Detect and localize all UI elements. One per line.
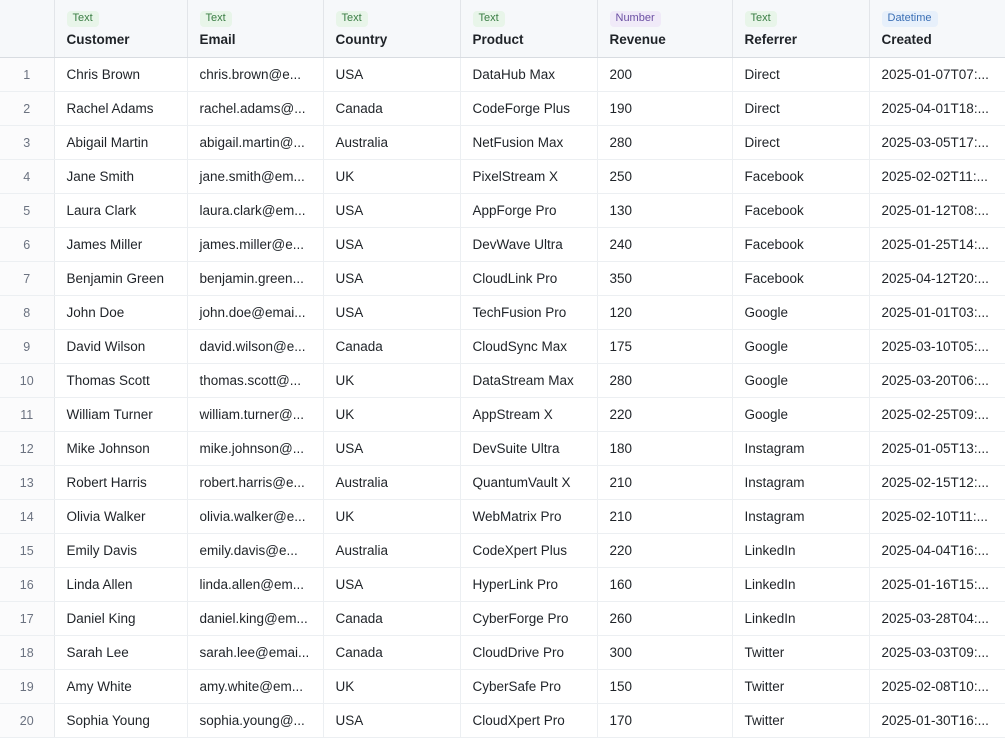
cell-created[interactable]: 2025-02-08T10:...: [869, 670, 1005, 704]
cell-email[interactable]: jane.smith@em...: [187, 160, 323, 194]
cell-product[interactable]: CodeXpert Plus: [460, 534, 597, 568]
column-type-badge-revenue: Number: [610, 11, 661, 27]
cell-country[interactable]: USA: [323, 704, 460, 738]
cell-product[interactable]: DevSuite Ultra: [460, 432, 597, 466]
cell-referrer[interactable]: Google: [732, 364, 869, 398]
cell-product[interactable]: CloudLink Pro: [460, 262, 597, 296]
row-number[interactable]: 20: [0, 704, 54, 738]
column-label-customer: Customer: [66, 32, 130, 47]
cell-revenue[interactable]: 210: [597, 500, 732, 534]
cell-revenue[interactable]: 130: [597, 194, 732, 228]
column-header-email[interactable]: [187, 0, 323, 58]
row-number[interactable]: 8: [0, 296, 54, 330]
header-row: [0, 0, 1005, 58]
cell-created[interactable]: 2025-03-10T05:...: [869, 330, 1005, 364]
cell-referrer[interactable]: Google: [732, 398, 869, 432]
column-type-badge-customer: Text: [67, 11, 99, 27]
cell-revenue[interactable]: 250: [597, 160, 732, 194]
cell-email[interactable]: daniel.king@em...: [187, 602, 323, 636]
column-label-revenue: Revenue: [609, 32, 666, 47]
cell-country[interactable]: Australia: [323, 534, 460, 568]
cell-revenue[interactable]: 300: [597, 636, 732, 670]
cell-customer[interactable]: Laura Clark: [54, 194, 187, 228]
cell-email[interactable]: laura.clark@em...: [187, 194, 323, 228]
cell-created[interactable]: 2025-03-28T04:...: [869, 602, 1005, 636]
grid-header: [0, 0, 1005, 58]
column-header-referrer[interactable]: [732, 0, 869, 58]
row-number[interactable]: 18: [0, 636, 54, 670]
column-type-badge-product: Text: [473, 11, 505, 27]
column-type-badge-email: Text: [200, 11, 232, 27]
cell-created[interactable]: 2025-02-02T11:...: [869, 160, 1005, 194]
table-row[interactable]: [0, 92, 1005, 126]
row-number[interactable]: 7: [0, 262, 54, 296]
row-number[interactable]: 9: [0, 330, 54, 364]
column-label-country: Country: [335, 32, 388, 47]
cell-customer[interactable]: Olivia Walker: [54, 500, 187, 534]
cell-email[interactable]: olivia.walker@e...: [187, 500, 323, 534]
cell-revenue[interactable]: 280: [597, 364, 732, 398]
row-number[interactable]: 5: [0, 194, 54, 228]
cell-country[interactable]: USA: [323, 228, 460, 262]
cell-revenue[interactable]: 170: [597, 704, 732, 738]
column-type-badge-country: Text: [336, 11, 368, 27]
table-row[interactable]: [0, 670, 1005, 704]
cell-product[interactable]: CloudSync Max: [460, 330, 597, 364]
column-header-product[interactable]: [460, 0, 597, 58]
cell-created[interactable]: 2025-01-01T03:...: [869, 296, 1005, 330]
row-number[interactable]: 12: [0, 432, 54, 466]
cell-revenue[interactable]: 150: [597, 670, 732, 704]
cell-created[interactable]: 2025-01-16T15:...: [869, 568, 1005, 602]
table-row[interactable]: [0, 500, 1005, 534]
cell-referrer[interactable]: Facebook: [732, 194, 869, 228]
row-number[interactable]: 4: [0, 160, 54, 194]
cell-country[interactable]: Canada: [323, 636, 460, 670]
row-number[interactable]: 13: [0, 466, 54, 500]
cell-country[interactable]: USA: [323, 194, 460, 228]
column-header-country[interactable]: [323, 0, 460, 58]
column-header-customer[interactable]: [54, 0, 187, 58]
table-row[interactable]: [0, 602, 1005, 636]
cell-customer[interactable]: Abigail Martin: [54, 126, 187, 160]
cell-email[interactable]: sophia.young@...: [187, 704, 323, 738]
cell-revenue[interactable]: 200: [597, 58, 732, 92]
cell-customer[interactable]: Benjamin Green: [54, 262, 187, 296]
cell-product[interactable]: CloudDrive Pro: [460, 636, 597, 670]
cell-product[interactable]: HyperLink Pro: [460, 568, 597, 602]
table-row[interactable]: [0, 262, 1005, 296]
table-row[interactable]: [0, 704, 1005, 738]
cell-product[interactable]: AppForge Pro: [460, 194, 597, 228]
cell-revenue[interactable]: 210: [597, 466, 732, 500]
cell-customer[interactable]: Jane Smith: [54, 160, 187, 194]
cell-referrer[interactable]: Facebook: [732, 228, 869, 262]
cell-customer[interactable]: Rachel Adams: [54, 92, 187, 126]
cell-email[interactable]: chris.brown@e...: [187, 58, 323, 92]
cell-revenue[interactable]: 240: [597, 228, 732, 262]
cell-country[interactable]: UK: [323, 160, 460, 194]
cell-country[interactable]: Australia: [323, 126, 460, 160]
cell-email[interactable]: amy.white@em...: [187, 670, 323, 704]
cell-created[interactable]: 2025-03-03T09:...: [869, 636, 1005, 670]
cell-country[interactable]: UK: [323, 670, 460, 704]
column-label-email: Email: [199, 32, 236, 47]
cell-referrer[interactable]: Instagram: [732, 432, 869, 466]
cell-referrer[interactable]: Instagram: [732, 466, 869, 500]
row-number[interactable]: 3: [0, 126, 54, 160]
table-row[interactable]: [0, 296, 1005, 330]
cell-revenue[interactable]: 350: [597, 262, 732, 296]
cell-created[interactable]: 2025-02-15T12:...: [869, 466, 1005, 500]
row-number[interactable]: 17: [0, 602, 54, 636]
table-row[interactable]: [0, 160, 1005, 194]
cell-created[interactable]: 2025-01-05T13:...: [869, 432, 1005, 466]
cell-referrer[interactable]: LinkedIn: [732, 568, 869, 602]
cell-revenue[interactable]: 120: [597, 296, 732, 330]
cell-country[interactable]: Australia: [323, 466, 460, 500]
cell-product[interactable]: AppStream X: [460, 398, 597, 432]
cell-created[interactable]: 2025-01-12T08:...: [869, 194, 1005, 228]
column-type-badge-created: Datetime: [882, 11, 938, 27]
cell-product[interactable]: PixelStream X: [460, 160, 597, 194]
table-row[interactable]: [0, 330, 1005, 364]
cell-customer[interactable]: Thomas Scott: [54, 364, 187, 398]
cell-referrer[interactable]: Facebook: [732, 160, 869, 194]
cell-referrer[interactable]: Google: [732, 296, 869, 330]
cell-product[interactable]: DataHub Max: [460, 58, 597, 92]
cell-product[interactable]: DataStream Max: [460, 364, 597, 398]
cell-revenue[interactable]: 160: [597, 568, 732, 602]
cell-customer[interactable]: James Miller: [54, 228, 187, 262]
cell-country[interactable]: Canada: [323, 330, 460, 364]
column-type-badge-referrer: Text: [745, 11, 777, 27]
cell-country[interactable]: USA: [323, 568, 460, 602]
row-number[interactable]: 16: [0, 568, 54, 602]
row-number[interactable]: 2: [0, 92, 54, 126]
table-row[interactable]: [0, 466, 1005, 500]
cell-created[interactable]: 2025-04-01T18:...: [869, 92, 1005, 126]
cell-created[interactable]: 2025-03-20T06:...: [869, 364, 1005, 398]
cell-email[interactable]: sarah.lee@emai...: [187, 636, 323, 670]
cell-product[interactable]: CodeForge Plus: [460, 92, 597, 126]
cell-referrer[interactable]: Twitter: [732, 636, 869, 670]
cell-product[interactable]: WebMatrix Pro: [460, 500, 597, 534]
cell-referrer[interactable]: LinkedIn: [732, 602, 869, 636]
cell-email[interactable]: abigail.martin@...: [187, 126, 323, 160]
table-row[interactable]: [0, 636, 1005, 670]
cell-created[interactable]: 2025-04-04T16:...: [869, 534, 1005, 568]
cell-product[interactable]: CyberSafe Pro: [460, 670, 597, 704]
table-row[interactable]: [0, 364, 1005, 398]
column-label-created: Created: [881, 32, 932, 47]
cell-referrer[interactable]: LinkedIn: [732, 534, 869, 568]
cell-revenue[interactable]: 220: [597, 534, 732, 568]
cell-created[interactable]: 2025-02-25T09:...: [869, 398, 1005, 432]
cell-email[interactable]: david.wilson@e...: [187, 330, 323, 364]
cell-created[interactable]: 2025-02-10T11:...: [869, 500, 1005, 534]
table-row[interactable]: [0, 58, 1005, 92]
column-label-product: Product: [472, 32, 524, 47]
cell-email[interactable]: thomas.scott@...: [187, 364, 323, 398]
cell-product[interactable]: CloudXpert Pro: [460, 704, 597, 738]
cell-referrer[interactable]: Twitter: [732, 670, 869, 704]
cell-product[interactable]: CyberForge Pro: [460, 602, 597, 636]
cell-email[interactable]: emily.davis@e...: [187, 534, 323, 568]
cell-referrer[interactable]: Direct: [732, 58, 869, 92]
cell-email[interactable]: john.doe@emai...: [187, 296, 323, 330]
cell-revenue[interactable]: 280: [597, 126, 732, 160]
table-row[interactable]: [0, 194, 1005, 228]
cell-customer[interactable]: Amy White: [54, 670, 187, 704]
row-number-header: [0, 0, 54, 58]
column-header-created[interactable]: [869, 0, 1005, 58]
cell-product[interactable]: TechFusion Pro: [460, 296, 597, 330]
column-header-revenue[interactable]: [597, 0, 732, 58]
cell-customer[interactable]: Chris Brown: [54, 58, 187, 92]
cell-email[interactable]: james.miller@e...: [187, 228, 323, 262]
cell-revenue[interactable]: 175: [597, 330, 732, 364]
row-number[interactable]: 6: [0, 228, 54, 262]
cell-referrer[interactable]: Instagram: [732, 500, 869, 534]
cell-customer[interactable]: William Turner: [54, 398, 187, 432]
column-label-referrer: Referrer: [744, 32, 798, 47]
row-number[interactable]: 15: [0, 534, 54, 568]
cell-country[interactable]: Canada: [323, 602, 460, 636]
cell-created[interactable]: 2025-01-25T14:...: [869, 228, 1005, 262]
cell-country[interactable]: USA: [323, 432, 460, 466]
cell-customer[interactable]: Robert Harris: [54, 466, 187, 500]
cell-customer[interactable]: Emily Davis: [54, 534, 187, 568]
table-row[interactable]: [0, 568, 1005, 602]
cell-customer[interactable]: Sarah Lee: [54, 636, 187, 670]
table-row[interactable]: [0, 126, 1005, 160]
cell-referrer[interactable]: Facebook: [732, 262, 869, 296]
cell-product[interactable]: DevWave Ultra: [460, 228, 597, 262]
row-number[interactable]: 19: [0, 670, 54, 704]
grid-body: [0, 58, 1005, 738]
cell-revenue[interactable]: 220: [597, 398, 732, 432]
cell-country[interactable]: USA: [323, 262, 460, 296]
cell-country[interactable]: UK: [323, 500, 460, 534]
cell-email[interactable]: robert.harris@e...: [187, 466, 323, 500]
table-row[interactable]: [0, 534, 1005, 568]
cell-customer[interactable]: John Doe: [54, 296, 187, 330]
cell-email[interactable]: linda.allen@em...: [187, 568, 323, 602]
cell-customer[interactable]: Sophia Young: [54, 704, 187, 738]
cell-referrer[interactable]: Direct: [732, 92, 869, 126]
cell-customer[interactable]: Mike Johnson: [54, 432, 187, 466]
cell-created[interactable]: 2025-04-12T20:...: [869, 262, 1005, 296]
cell-created[interactable]: 2025-01-30T16:...: [869, 704, 1005, 738]
cell-email[interactable]: mike.johnson@...: [187, 432, 323, 466]
cell-revenue[interactable]: 180: [597, 432, 732, 466]
cell-created[interactable]: 2025-03-05T17:...: [869, 126, 1005, 160]
cell-revenue[interactable]: 260: [597, 602, 732, 636]
row-number[interactable]: 11: [0, 398, 54, 432]
cell-customer[interactable]: Linda Allen: [54, 568, 187, 602]
cell-revenue[interactable]: 190: [597, 92, 732, 126]
cell-country[interactable]: USA: [323, 296, 460, 330]
row-number[interactable]: 1: [0, 58, 54, 92]
table-row[interactable]: [0, 228, 1005, 262]
cell-referrer[interactable]: Direct: [732, 126, 869, 160]
cell-customer[interactable]: David Wilson: [54, 330, 187, 364]
cell-email[interactable]: benjamin.green...: [187, 262, 323, 296]
cell-country[interactable]: UK: [323, 364, 460, 398]
cell-customer[interactable]: Daniel King: [54, 602, 187, 636]
cell-country[interactable]: Canada: [323, 92, 460, 126]
row-number[interactable]: 10: [0, 364, 54, 398]
cell-email[interactable]: william.turner@...: [187, 398, 323, 432]
row-number[interactable]: 14: [0, 500, 54, 534]
cell-referrer[interactable]: Google: [732, 330, 869, 364]
cell-product[interactable]: NetFusion Max: [460, 126, 597, 160]
cell-email[interactable]: rachel.adams@...: [187, 92, 323, 126]
cell-referrer[interactable]: Twitter: [732, 704, 869, 738]
cell-created[interactable]: 2025-01-07T07:...: [869, 58, 1005, 92]
cell-country[interactable]: UK: [323, 398, 460, 432]
cell-country[interactable]: USA: [323, 58, 460, 92]
table-row[interactable]: [0, 398, 1005, 432]
table-row[interactable]: [0, 432, 1005, 466]
cell-product[interactable]: QuantumVault X: [460, 466, 597, 500]
